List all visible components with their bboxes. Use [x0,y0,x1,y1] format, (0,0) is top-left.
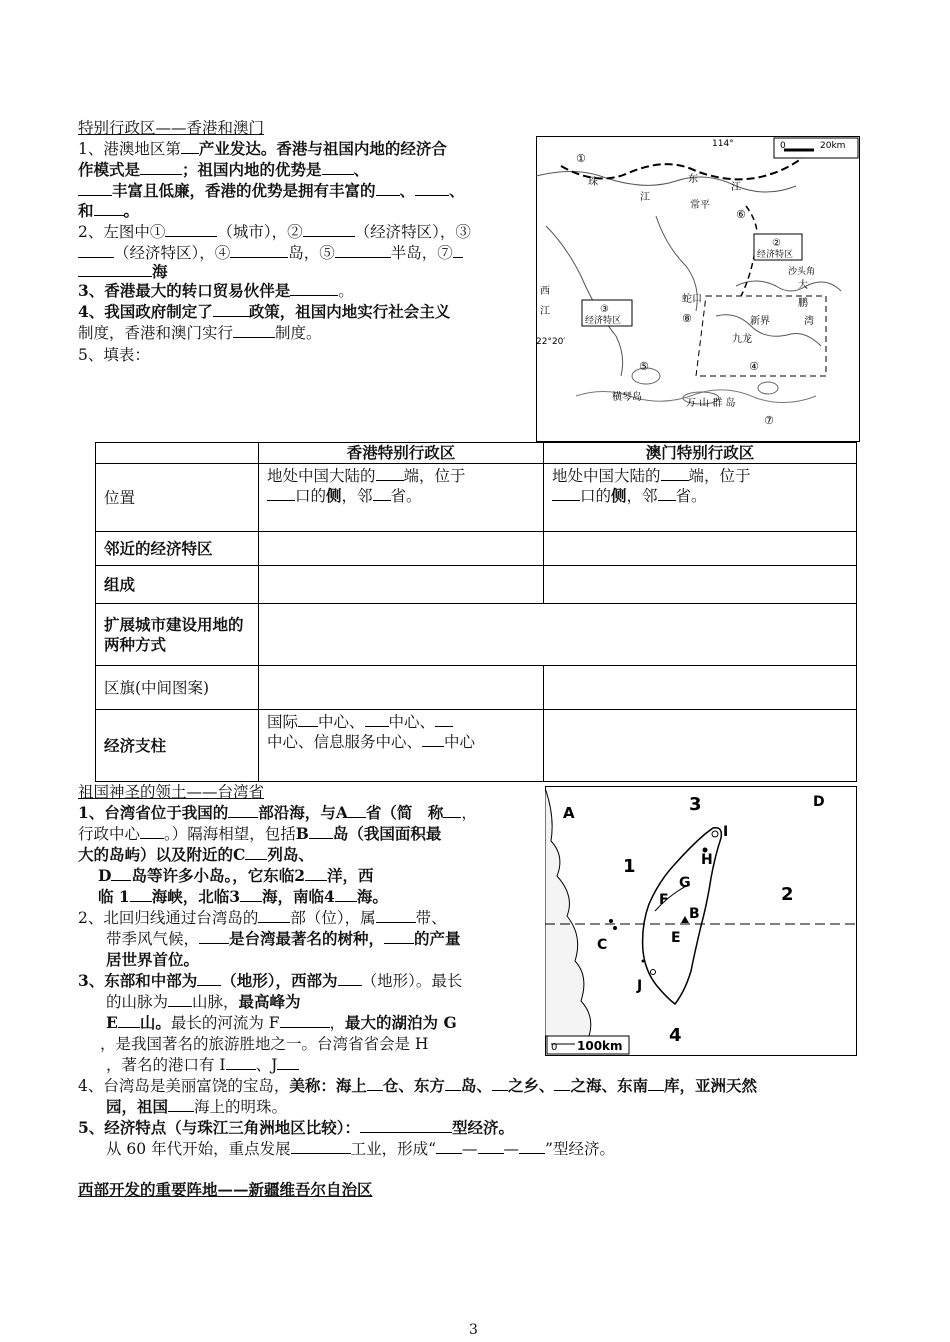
tw-question-1-line2: 行政中心 。）隔海相望，包括B 岛（我国面积最 [78,824,442,843]
table-corner [96,443,259,464]
table-cell-hk-composition[interactable] [259,566,544,604]
tw-map-label-F: F [659,892,669,908]
tw-question-5-line2: 从 60 年代开始，重点发展 工业，形成“ — — ”型经济。 [106,1140,615,1158]
hk-map-label-7: ⑦ [764,414,774,427]
hk-map-label-changping: 常平 [690,200,710,211]
hk-map-longitude: 114° [712,139,734,149]
hk-map-label-wanshan: 万 山 群 岛 [686,398,736,409]
hk-map-label-jiang3: 江 [540,306,550,317]
taiwan-map [545,786,857,1056]
tw-question-1-line4: D 岛等许多小岛。，它东临2 洋，西 [98,866,374,885]
tw-question-3-line4: ，是我国著名的旅游胜地之一。台湾省省会是 H [100,1035,429,1053]
tw-map-label-B: B [689,906,700,922]
hk-map-latitude: 22°20′ [536,337,566,347]
hk-map-label-3: ③ [600,304,609,315]
hk-map-label-jiang2: 江 [731,182,741,193]
table-cell-macao-sez[interactable] [544,532,857,566]
section-heading-xinjiang: 西部开发的重要阵地——新疆维吾尔自治区 [78,1180,373,1199]
table-cell-hk-location: 地处中国大陆的 端，位于 口的侧，邻 省。 [259,464,544,532]
tw-question-4-line1: 4、台湾岛是美丽富饶的宝岛，美称：海上 仓、东方 岛、 之乡、 之海、东南 库，亚洲天然 [78,1076,757,1095]
tw-map-label-C: C [597,937,608,953]
hk-map-label-zhu: 珠 [588,177,598,188]
tw-question-3-line2: 的山脉为 山脉，最高峰为 [106,992,301,1011]
hk-question-1-line1: 1、港澳地区第 产业发达。香港与祖国内地的经济合 [78,139,447,158]
tw-map-label-1: 1 [623,856,636,877]
tw-question-2-line3: 居世界首位。 [106,950,200,969]
hk-question-2-line1: 2、左图中① （城市），② （经济特区），③ [78,223,471,241]
table-header-hk: 香港特别行政区 [259,443,544,464]
tw-question-2-line2: 带季风气候， 是台湾最著名的树种， 的产量 [106,929,461,948]
hk-map-label-xinjie: 新界 [750,316,770,327]
hk-map-scale-zero: 0 [780,141,786,151]
hk-question-5: 5、填表： [78,346,150,364]
tw-map-label-G: G [679,875,691,891]
hk-question-4-line2: 制度，香港和澳门实行 制度。 [78,324,322,342]
hk-map-label-1: ① [576,152,586,165]
hk-question-1-line3: 丰富且低廉，香港的优势是拥有丰富的 、 、 [78,181,465,201]
hk-map-label-da: 大 [798,280,808,291]
tw-map-scale-zero: 0 [551,1042,558,1053]
tw-map-label-I: I [723,824,729,840]
tw-question-3-line3: E 山。最长的河流为 F ，最大的湖泊为 G [106,1013,457,1032]
tw-map-label-3: 3 [689,794,702,815]
hk-question-4-line1: 4、我国政府制定了 政策，祖国内地实行社会主义 [78,302,451,321]
tw-question-1-line3: 大的岛屿）以及附近的C 列岛、 [78,845,314,864]
hk-map-label-8: ⑧ [682,312,692,325]
hk-map-label-jiang: 江 [640,192,650,203]
hk-map-scale-end: 20km [820,141,846,151]
hk-map-label-shatoujiao: 沙头角 [788,267,816,277]
section-heading-taiwan: 祖国神圣的领土——台湾省 [78,783,265,801]
table-cell-macao-composition[interactable] [544,566,857,604]
hk-map-label-jiulong: 九龙 [732,334,752,345]
page-number: 3 [469,1322,478,1338]
hk-question-2-line2: （经济特区），④ 岛，⑤ 半岛，⑦ [78,243,463,263]
table-row-label-land-expansion: 扩展城市建设用地的两种方式 [96,604,259,666]
hk-macao-comparison-table [95,442,857,782]
hk-map-label-dong: 东 [688,174,698,185]
tw-map-label-E: E [671,930,681,946]
hk-map-label-2: ② [772,238,781,249]
section-heading-hk: 特别行政区——香港和澳门 [78,119,265,137]
tw-question-5-line1: 5、经济特点（与珠江三角洲地区比较）： 型经济。 [78,1118,515,1137]
tw-question-1-line5: 临 1 海峡，北临3 海，南临4 海。 [98,887,388,906]
tw-map-label-4: 4 [669,1025,682,1046]
hk-map-label-wan: 湾 [804,316,814,327]
table-row-label-composition: 组成 [96,566,259,604]
table-cell-hk-sez[interactable] [259,532,544,566]
hk-map-label-6: ⑥ [736,208,746,221]
table-cell-hk-flag[interactable] [259,666,544,710]
hk-map-label-hengqin: 横琴岛 [612,392,642,403]
hk-map-label-5: ⑤ [639,360,649,373]
table-cell-macao-economy[interactable] [544,710,857,782]
table-row-label-nearby-sez: 邻近的经济特区 [96,532,259,566]
hk-map-sez-2: 经济特区 [757,250,794,260]
tw-question-3-line1: 3、东部和中部为 （地形），西部为 （地形）。最长 [78,971,463,990]
tw-map-label-H: H [701,852,713,868]
table-row-label-economy: 经济支柱 [96,710,259,782]
tw-map-label-2: 2 [781,884,794,905]
table-cell-hk-economy: 国际 中心、 中心、 中心、信息服务中心、 中心 [259,710,544,782]
hk-map-label-peng: 鹏 [798,298,808,309]
hk-question-2-line3: 海 [78,262,168,282]
table-row-label-flag: 区旗(中间图案) [96,666,259,710]
tw-question-2-line1: 2、北回归线通过台湾岛的 部（位），属 带、 [78,909,447,927]
tw-question-3-line5: ，著名的港口有 I 、J [106,1055,299,1075]
hk-map-label-4: ④ [749,360,759,373]
hk-question-1-line4: 和 。 [78,201,140,220]
hk-map-label-xi: 西 [540,286,550,297]
tw-map-label-J: J [637,978,643,994]
table-cell-macao-location: 地处中国大陆的 端，位于 口的侧，邻 省。 [544,464,857,532]
hk-macao-map [536,136,860,442]
hk-map-sez-3: 经济特区 [585,316,622,326]
tw-question-4-line2: 园，祖国 海上的明珠。 [106,1097,288,1116]
hk-map-label-shekou: 蛇口 [682,294,702,305]
table-cell-macao-flag[interactable] [544,666,857,710]
tw-map-scale-end: 100km [577,1039,623,1053]
table-cell-land-expansion[interactable] [259,604,857,666]
hk-question-3: 3、香港最大的转口贸易伙伴是 。 [78,281,354,300]
hk-question-1-line2: 作模式是 ；祖国内地的优势是 、 [78,160,370,179]
tw-map-label-A: A [563,804,575,822]
table-header-macao: 澳门特别行政区 [544,443,857,464]
tw-question-1-line1: 1、台湾省位于我国的 部沿海，与A 省（简 称 ， [78,803,477,822]
tw-map-label-D: D [813,794,825,810]
table-row-label-location: 位置 [96,464,259,532]
